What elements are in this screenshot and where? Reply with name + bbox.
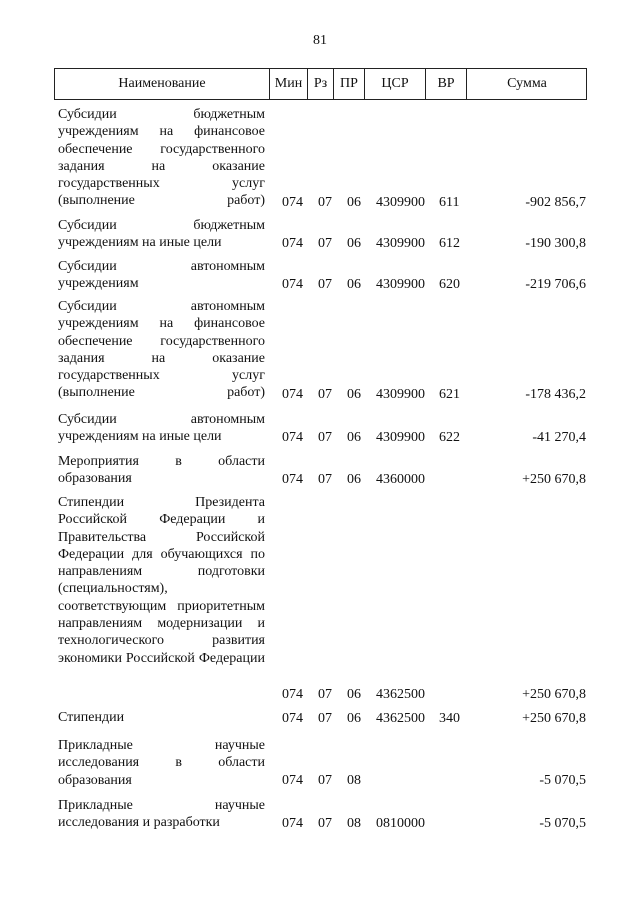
row-name: Прикладные научные исследования и разработки (58, 798, 265, 831)
row-pr: 06 (347, 386, 361, 402)
row-pr: 06 (347, 194, 361, 210)
row-name: Субсидии автономным учреждениям на иные цели (58, 412, 265, 445)
row-name: Мероприятия в области образования (58, 454, 265, 487)
row-csr: 4309900 (376, 429, 425, 445)
row-min: 074 (282, 686, 303, 702)
row-min: 074 (282, 194, 303, 210)
header-pr: ПР (340, 76, 358, 91)
row-vr: 620 (439, 276, 460, 292)
row-name: Субсидии автономным учреждениям (58, 259, 265, 292)
table-row (0, 737, 640, 789)
row-csr: 4362500 (376, 686, 425, 702)
row-csr: 4362500 (376, 710, 425, 726)
table-row (0, 106, 640, 211)
row-rz: 07 (318, 429, 332, 445)
row-rz: 07 (318, 710, 332, 726)
row-pr: 06 (347, 710, 361, 726)
row-sum: +250 670,8 (522, 686, 586, 702)
row-pr: 06 (347, 235, 361, 251)
row-rz: 07 (318, 276, 332, 292)
table-row (0, 258, 640, 293)
row-csr: 0810000 (376, 815, 425, 831)
row-name: Стипендии (58, 710, 125, 725)
row-sum: +250 670,8 (522, 710, 586, 726)
row-min: 074 (282, 429, 303, 445)
row-sum: -5 070,5 (539, 815, 586, 831)
row-min: 074 (282, 386, 303, 402)
row-name: Стипендии Президента Российской Федерации и Правительства Российской Федерации для обучающихся по направлениям подготовки (специальностям), соответствующим приоритетным направлениям модернизации и технологического развития экономики Российской Федерации (58, 495, 265, 666)
row-name: Субсидии бюджетным учреждениям на финансовое обеспечение государственного задания на оказание государственных услуг (выполнение работ) (58, 107, 265, 209)
row-sum: -219 706,6 (525, 276, 586, 292)
table-row (0, 709, 640, 727)
row-rz: 07 (318, 815, 332, 831)
table-row (0, 298, 640, 403)
row-rz: 07 (318, 686, 332, 702)
row-sum: -178 436,2 (525, 386, 586, 402)
row-vr: 621 (439, 386, 460, 402)
row-min: 074 (282, 815, 303, 831)
row-name: Прикладные научные исследования в области образования (58, 738, 265, 788)
row-csr: 4309900 (376, 235, 425, 251)
row-csr: 4360000 (376, 471, 425, 487)
header-vr: ВР (437, 76, 455, 91)
row-min: 074 (282, 276, 303, 292)
row-rz: 07 (318, 235, 332, 251)
row-vr: 611 (439, 194, 460, 210)
row-pr: 06 (347, 686, 361, 702)
row-csr: 4309900 (376, 276, 425, 292)
table-row (0, 494, 640, 703)
row-vr: 622 (439, 429, 460, 445)
row-pr: 08 (347, 772, 361, 788)
row-min: 074 (282, 710, 303, 726)
header-rz: Рз (313, 76, 328, 91)
row-csr: 4309900 (376, 386, 425, 402)
row-min: 074 (282, 772, 303, 788)
row-name: Субсидии бюджетным учреждениям на иные цели (58, 218, 265, 251)
table-header (54, 68, 587, 100)
table-row (0, 411, 640, 446)
row-rz: 07 (318, 386, 332, 402)
table-row (0, 217, 640, 252)
row-csr: 4309900 (376, 194, 425, 210)
row-min: 074 (282, 235, 303, 251)
row-vr: 612 (439, 235, 460, 251)
row-sum: -41 270,4 (532, 429, 586, 445)
row-sum: -902 856,7 (525, 194, 586, 210)
row-pr: 06 (347, 276, 361, 292)
row-name: Субсидии автономным учреждениям на финансовое обеспечение государственного задания на оказание государственных услуг (выполнение работ) (58, 299, 265, 401)
row-pr: 06 (347, 429, 361, 445)
page-number: 81 (313, 33, 327, 48)
header-sum: Сумма (507, 76, 547, 91)
row-sum: -5 070,5 (539, 772, 586, 788)
row-rz: 07 (318, 194, 332, 210)
row-sum: -190 300,8 (525, 235, 586, 251)
row-rz: 07 (318, 471, 332, 487)
header-name: Наименование (118, 76, 206, 91)
row-vr: 340 (439, 710, 460, 726)
header-min: Мин (274, 76, 303, 91)
row-pr: 08 (347, 815, 361, 831)
row-min: 074 (282, 471, 303, 487)
row-sum: +250 670,8 (522, 471, 586, 487)
table-row (0, 797, 640, 832)
header-csr: ЦСР (381, 76, 409, 91)
table-row (0, 453, 640, 488)
row-rz: 07 (318, 772, 332, 788)
row-pr: 06 (347, 471, 361, 487)
